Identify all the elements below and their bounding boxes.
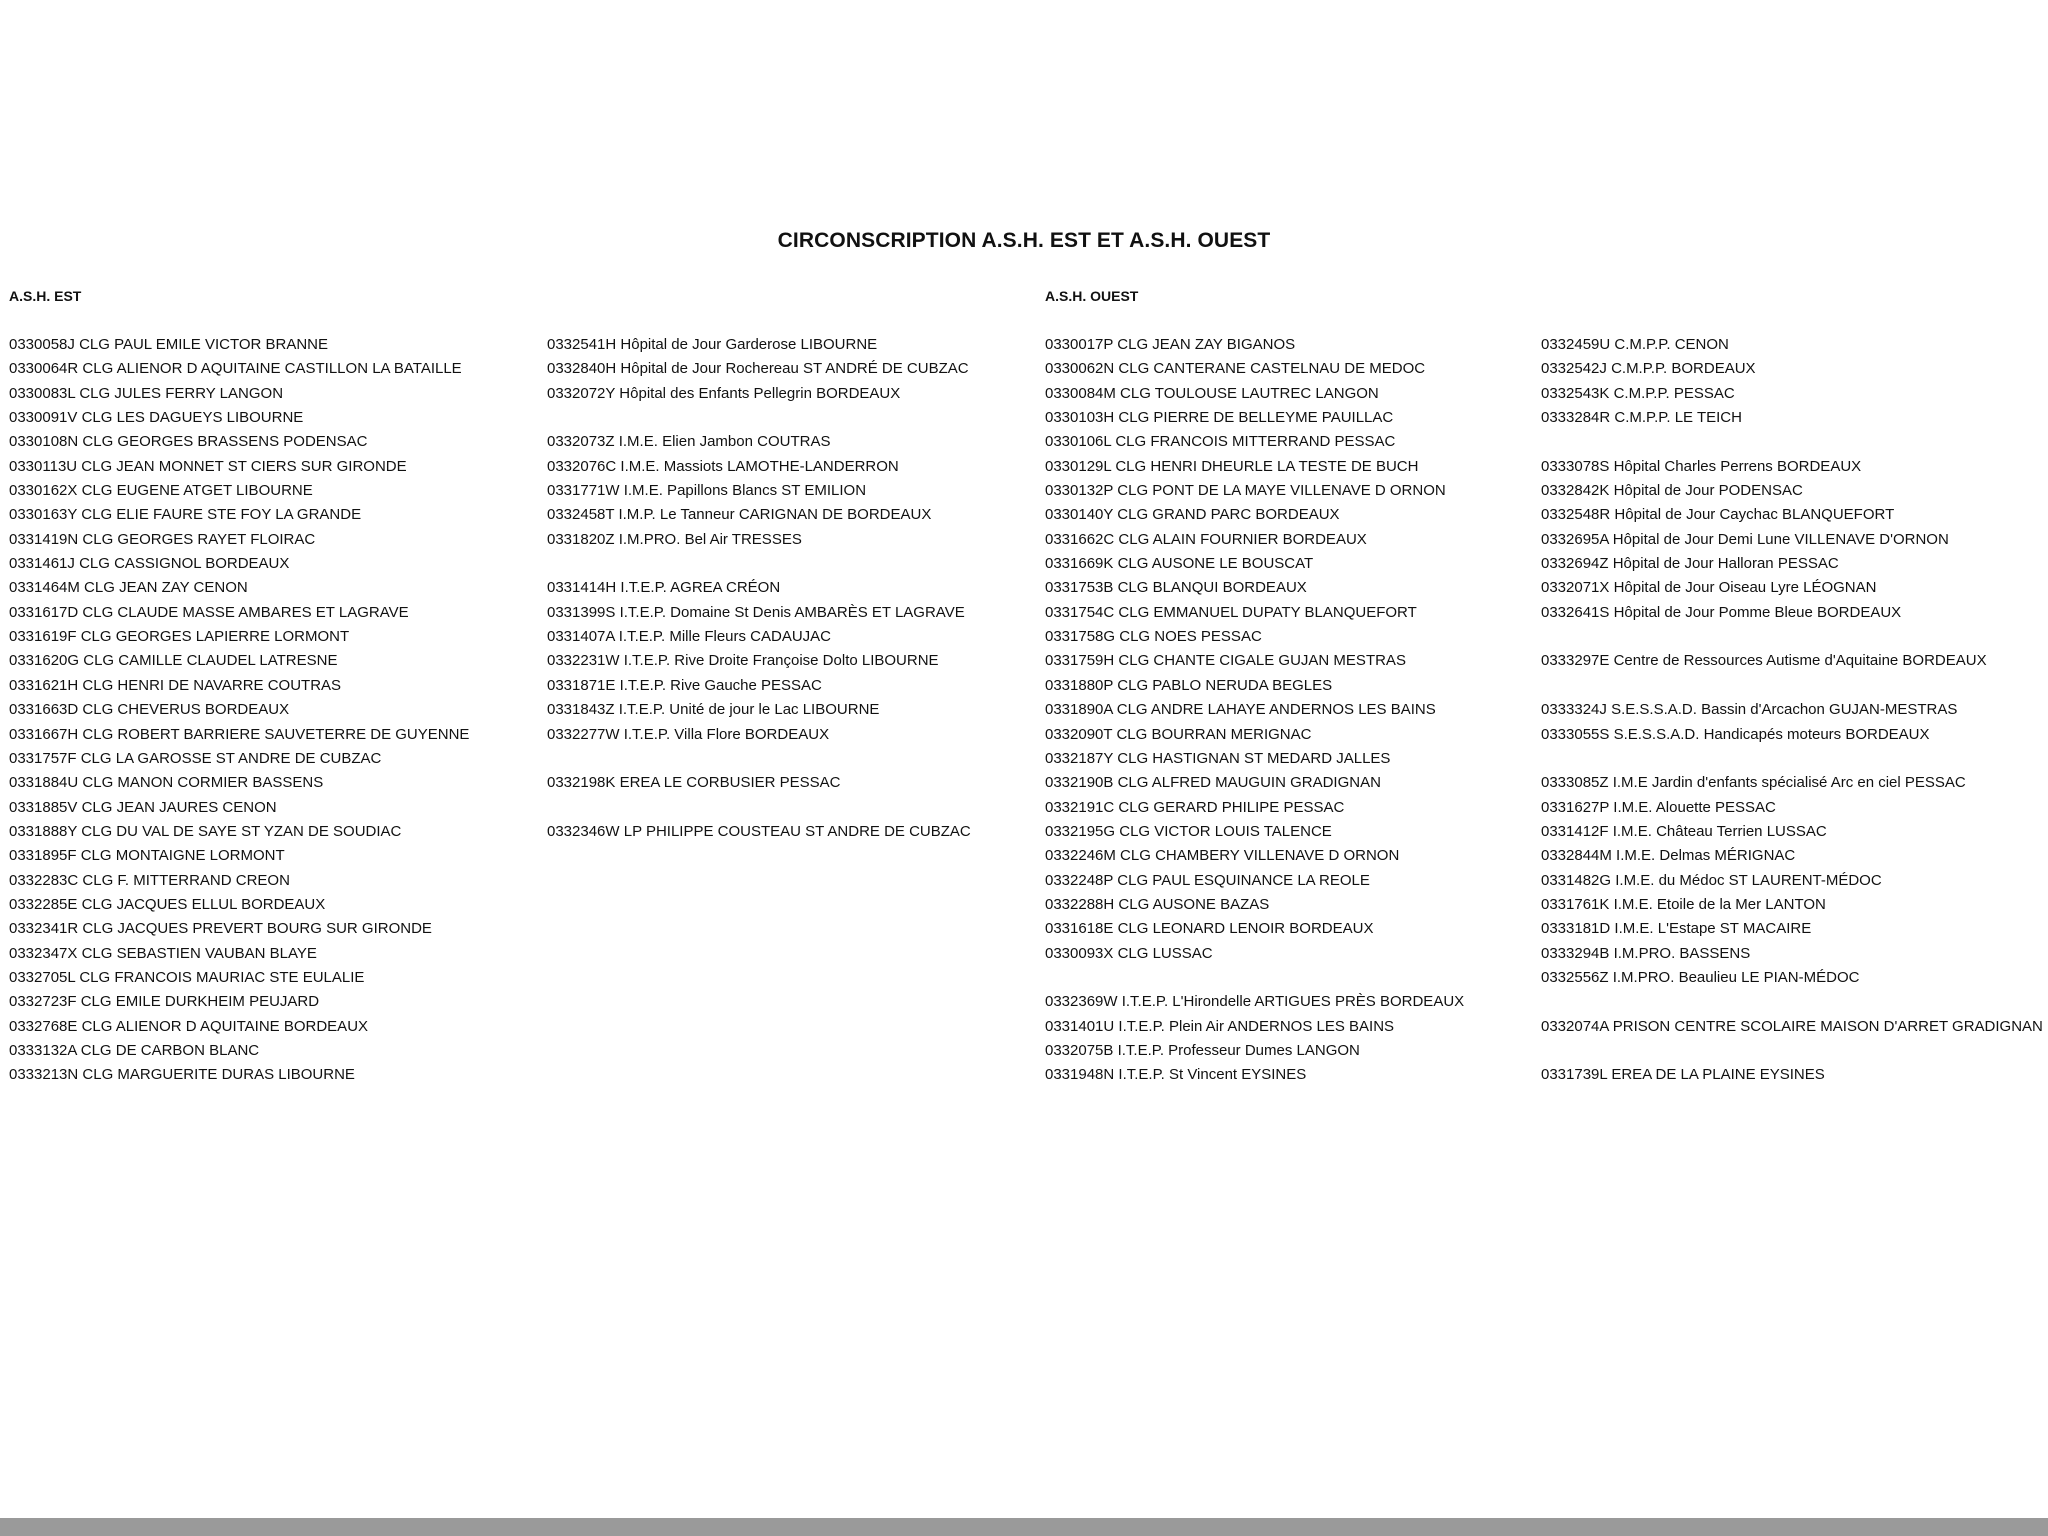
list-item: 0331620G CLG CAMILLE CLAUDEL LATRESNE	[9, 652, 338, 670]
list-item: 0333132A CLG DE CARBON BLANC	[9, 1041, 260, 1059]
list-item: 0331618E CLG LEONARD LENOIR BORDEAUX	[1045, 920, 1374, 938]
list-item: 0331401U I.T.E.P. Plein Air ANDERNOS LES BAINS	[1045, 1017, 1395, 1035]
list-item: 0331667H CLG ROBERT BARRIERE SAUVETERRE DE GUYENNE	[9, 725, 470, 743]
ash-ouest-establishment-list	[1541, 333, 2043, 1088]
list-item: 0332695A Hôpital de Jour Demi Lune VILLENAVE D'ORNON	[1541, 530, 1949, 548]
list-item: 0330113U CLG JEAN MONNET ST CIERS SUR GIRONDE	[9, 457, 407, 475]
ash-ouest-college-list	[1045, 333, 1464, 1088]
list-item: 0333297E Centre de Ressources Autisme d'Aquitaine BORDEAUX	[1541, 652, 1987, 670]
list-item: 0330103H CLG PIERRE DE BELLEYME PAUILLAC	[1045, 409, 1394, 427]
list-item: 0332198K EREA LE CORBUSIER PESSAC	[547, 774, 841, 792]
list-item: 0333078S Hôpital Charles Perrens BORDEAUX	[1541, 457, 1862, 475]
list-item: 0332768E CLG ALIENOR D AQUITAINE BORDEAUX	[9, 1017, 369, 1035]
section-title-ash-ouest: A.S.H. OUEST	[1045, 288, 1139, 304]
list-item: 0332347X CLG SEBASTIEN VAUBAN BLAYE	[9, 944, 317, 962]
list-item: 0332073Z I.M.E. Elien Jambon COUTRAS	[547, 433, 831, 451]
section-title-ash-est: A.S.H. EST	[9, 288, 82, 304]
list-item: 0330129L CLG HENRI DHEURLE LA TESTE DE BUCH	[1045, 457, 1419, 475]
list-item: 0331771W I.M.E. Papillons Blancs ST EMILION	[547, 482, 867, 500]
list-item: 0331621H CLG HENRI DE NAVARRE COUTRAS	[9, 676, 342, 694]
list-item: 0333213N CLG MARGUERITE DURAS LIBOURNE	[9, 1066, 355, 1084]
list-item: 0330140Y CLG GRAND PARC BORDEAUX	[1045, 506, 1340, 524]
list-item: 0332844M I.M.E. Delmas MÉRIGNAC	[1541, 847, 1796, 865]
list-item: 0333085Z I.M.E Jardin d'enfants spécialisé Arc en ciel PESSAC	[1541, 774, 1966, 792]
list-item: 0333284R C.M.P.P. LE TEICH	[1541, 409, 1742, 427]
list-item: 0330062N CLG CANTERANE CASTELNAU DE MEDOC	[1045, 360, 1426, 378]
list-item: 0331482G I.M.E. du Médoc ST LAURENT-MÉDOC	[1541, 871, 1882, 889]
list-item: 0332072Y Hôpital des Enfants Pellegrin BORDEAUX	[547, 384, 901, 402]
list-item: 0332369W I.T.E.P. L'Hirondelle ARTIGUES PRÈS BORDEAUX	[1045, 993, 1465, 1011]
list-spacer	[1541, 625, 2043, 649]
list-item: 0333324J S.E.S.S.A.D. Bassin d'Arcachon GUJAN-MESTRAS	[1541, 701, 1958, 719]
list-item: 0330108N CLG GEORGES BRASSENS PODENSAC	[9, 433, 368, 451]
list-item: 0332723F CLG EMILE DURKHEIM PEUJARD	[9, 993, 320, 1011]
list-item: 0331669K CLG AUSONE LE BOUSCAT	[1045, 555, 1314, 573]
list-item: 0332459U C.M.P.P. CENON	[1541, 336, 1729, 353]
list-item: 0331419N CLG GEORGES RAYET FLOIRAC	[9, 530, 316, 548]
list-item: 0332076C I.M.E. Massiots LAMOTHE-LANDERRON	[547, 457, 899, 475]
list-item: 0331464M CLG JEAN ZAY CENON	[9, 579, 248, 597]
list-item: 0332075B I.T.E.P. Professeur Dumes LANGON	[1045, 1041, 1360, 1059]
list-spacer	[547, 552, 971, 576]
list-item: 0331888Y CLG DU VAL DE SAYE ST YZAN DE SOUDIAC	[9, 822, 402, 840]
list-item: 0331663D CLG CHEVERUS BORDEAUX	[9, 701, 290, 719]
list-item: 0332541H Hôpital de Jour Garderose LIBOURNE	[547, 336, 878, 353]
list-item: 0331758G CLG NOES PESSAC	[1045, 628, 1262, 646]
list-spacer	[1541, 1039, 2043, 1063]
list-item: 0331627P I.M.E. Alouette PESSAC	[1541, 798, 1776, 816]
list-spacer	[1045, 966, 1464, 990]
list-item: 0331843Z I.T.E.P. Unité de jour le Lac LIBOURNE	[547, 701, 880, 719]
list-item: 0332641S Hôpital de Jour Pomme Bleue BORDEAUX	[1541, 603, 1902, 621]
list-item: 0332288H CLG AUSONE BAZAS	[1045, 895, 1270, 913]
list-item: 0331761K I.M.E. Etoile de la Mer LANTON	[1541, 895, 1826, 913]
list-item: 0333294B I.M.PRO. BASSENS	[1541, 944, 1751, 962]
list-item: 0330106L CLG FRANCOIS MITTERRAND PESSAC	[1045, 433, 1396, 451]
list-spacer	[1541, 990, 2043, 1014]
list-item: 0331662C CLG ALAIN FOURNIER BORDEAUX	[1045, 530, 1367, 548]
list-spacer	[547, 406, 971, 430]
list-item: 0332346W LP PHILIPPE COUSTEAU ST ANDRE DE CUBZAC	[547, 822, 971, 840]
list-item: 0331895F CLG MONTAIGNE LORMONT	[9, 847, 285, 865]
list-item: 0332246M CLG CHAMBERY VILLENAVE D ORNON	[1045, 847, 1400, 865]
list-item: 0332542J C.M.P.P. BORDEAUX	[1541, 360, 1756, 378]
list-item: 0332071X Hôpital de Jour Oiseau Lyre LÉOGNAN	[1541, 579, 1877, 597]
list-item: 0330084M CLG TOULOUSE LAUTREC LANGON	[1045, 384, 1379, 402]
page-title: CIRCONSCRIPTION A.S.H. EST ET A.S.H. OUEST	[777, 229, 1271, 252]
list-item: 0332840H Hôpital de Jour Rochereau ST ANDRÉ DE CUBZAC	[547, 360, 969, 378]
list-item: 0332283C CLG F. MITTERRAND CREON	[9, 871, 290, 889]
list-item: 0330163Y CLG ELIE FAURE STE FOY LA GRANDE	[9, 506, 362, 524]
list-item: 0331871E I.T.E.P. Rive Gauche PESSAC	[547, 676, 822, 694]
list-item: 0330091V CLG LES DAGUEYS LIBOURNE	[9, 409, 304, 427]
list-spacer	[1541, 747, 2043, 771]
list-item: 0332248P CLG PAUL ESQUINANCE LA REOLE	[1045, 871, 1370, 889]
list-item: 0332090T CLG BOURRAN MERIGNAC	[1045, 725, 1312, 743]
list-spacer	[547, 796, 971, 820]
list-item: 0332705L CLG FRANCOIS MAURIAC STE EULALIE	[9, 968, 365, 986]
list-item: 0331739L EREA DE LA PLAINE EYSINES	[1541, 1066, 1825, 1084]
ash-est-college-list	[9, 333, 469, 1088]
list-item: 0331617D CLG CLAUDE MASSE AMBARES ET LAGRAVE	[9, 603, 409, 621]
list-item: 0331412F I.M.E. Château Terrien LUSSAC	[1541, 822, 1827, 840]
list-item: 0331461J CLG CASSIGNOL BORDEAUX	[9, 555, 290, 573]
list-item: 0331885V CLG JEAN JAURES CENON	[9, 798, 277, 816]
list-item: 0332548R Hôpital de Jour Caychac BLANQUEFORT	[1541, 506, 1895, 524]
list-item: 0332556Z I.M.PRO. Beaulieu LE PIAN-MÉDOC	[1541, 968, 1860, 986]
list-item: 0332187Y CLG HASTIGNAN ST MEDARD JALLES	[1045, 749, 1391, 767]
list-item: 0332195G CLG VICTOR LOUIS TALENCE	[1045, 822, 1332, 840]
list-item: 0331948N I.T.E.P. St Vincent EYSINES	[1045, 1066, 1307, 1084]
list-item: 0330083L CLG JULES FERRY LANGON	[9, 384, 284, 402]
list-item: 0332190B CLG ALFRED MAUGUIN GRADIGNAN	[1045, 774, 1381, 792]
list-item: 0332231W I.T.E.P. Rive Droite Françoise Dolto LIBOURNE	[547, 652, 939, 670]
list-item: 0330064R CLG ALIENOR D AQUITAINE CASTILLON LA BATAILLE	[9, 360, 462, 378]
list-item: 0332543K C.M.P.P. PESSAC	[1541, 384, 1735, 402]
list-item: 0331884U CLG MANON CORMIER BASSENS	[9, 774, 324, 792]
list-item: 0330058J CLG PAUL EMILE VICTOR BRANNE	[9, 336, 329, 353]
list-spacer	[547, 747, 971, 771]
list-item: 0332458T I.M.P. Le Tanneur CARIGNAN DE BORDEAUX	[547, 506, 932, 524]
list-item: 0330017P CLG JEAN ZAY BIGANOS	[1045, 336, 1296, 353]
list-item: 0332191C CLG GERARD PHILIPE PESSAC	[1045, 798, 1345, 816]
list-item: 0330162X CLG EUGENE ATGET LIBOURNE	[9, 482, 313, 500]
list-item: 0333181D I.M.E. L'Estape ST MACAIRE	[1541, 920, 1812, 938]
list-item: 0331414H I.T.E.P. AGREA CRÉON	[547, 579, 781, 597]
list-item: 0331880P CLG PABLO NERUDA BEGLES	[1045, 676, 1333, 694]
list-item: 0332277W I.T.E.P. Villa Flore BORDEAUX	[547, 725, 830, 743]
list-spacer	[1541, 674, 2043, 698]
list-item: 0332341R CLG JACQUES PREVERT BOURG SUR GIRONDE	[9, 920, 432, 938]
list-item: 0331759H CLG CHANTE CIGALE GUJAN MESTRAS	[1045, 652, 1406, 670]
list-item: 0330132P CLG PONT DE LA MAYE VILLENAVE D ORNON	[1045, 482, 1446, 500]
list-item: 0331890A CLG ANDRE LAHAYE ANDERNOS LES BAINS	[1045, 701, 1436, 719]
list-item: 0332285E CLG JACQUES ELLUL BORDEAUX	[9, 895, 326, 913]
list-item: 0331757F CLG LA GAROSSE ST ANDRE DE CUBZAC	[9, 749, 382, 767]
list-item: 0331753B CLG BLANQUI BORDEAUX	[1045, 579, 1307, 597]
list-item: 0331619F CLG GEORGES LAPIERRE LORMONT	[9, 628, 350, 646]
list-item: 0333055S S.E.S.S.A.D. Handicapés moteurs BORDEAUX	[1541, 725, 1930, 743]
list-item: 0331820Z I.M.PRO. Bel Air TRESSES	[547, 530, 802, 548]
list-item: 0331407A I.T.E.P. Mille Fleurs CADAUJAC	[547, 628, 832, 646]
list-item: 0331399S I.T.E.P. Domaine St Denis AMBARÈS ET LAGRAVE	[547, 603, 965, 621]
list-spacer	[1541, 430, 2043, 454]
list-item: 0332074A PRISON CENTRE SCOLAIRE MAISON D'ARRET GRADIGNAN	[1541, 1017, 2043, 1035]
ash-est-establishment-list	[547, 333, 971, 844]
list-item: 0332694Z Hôpital de Jour Halloran PESSAC	[1541, 555, 1839, 573]
list-item: 0332842K Hôpital de Jour PODENSAC	[1541, 482, 1803, 500]
list-item: 0330093X CLG LUSSAC	[1045, 944, 1213, 962]
bottom-bar	[0, 1518, 2048, 1536]
list-item: 0331754C CLG EMMANUEL DUPATY BLANQUEFORT	[1045, 603, 1417, 621]
